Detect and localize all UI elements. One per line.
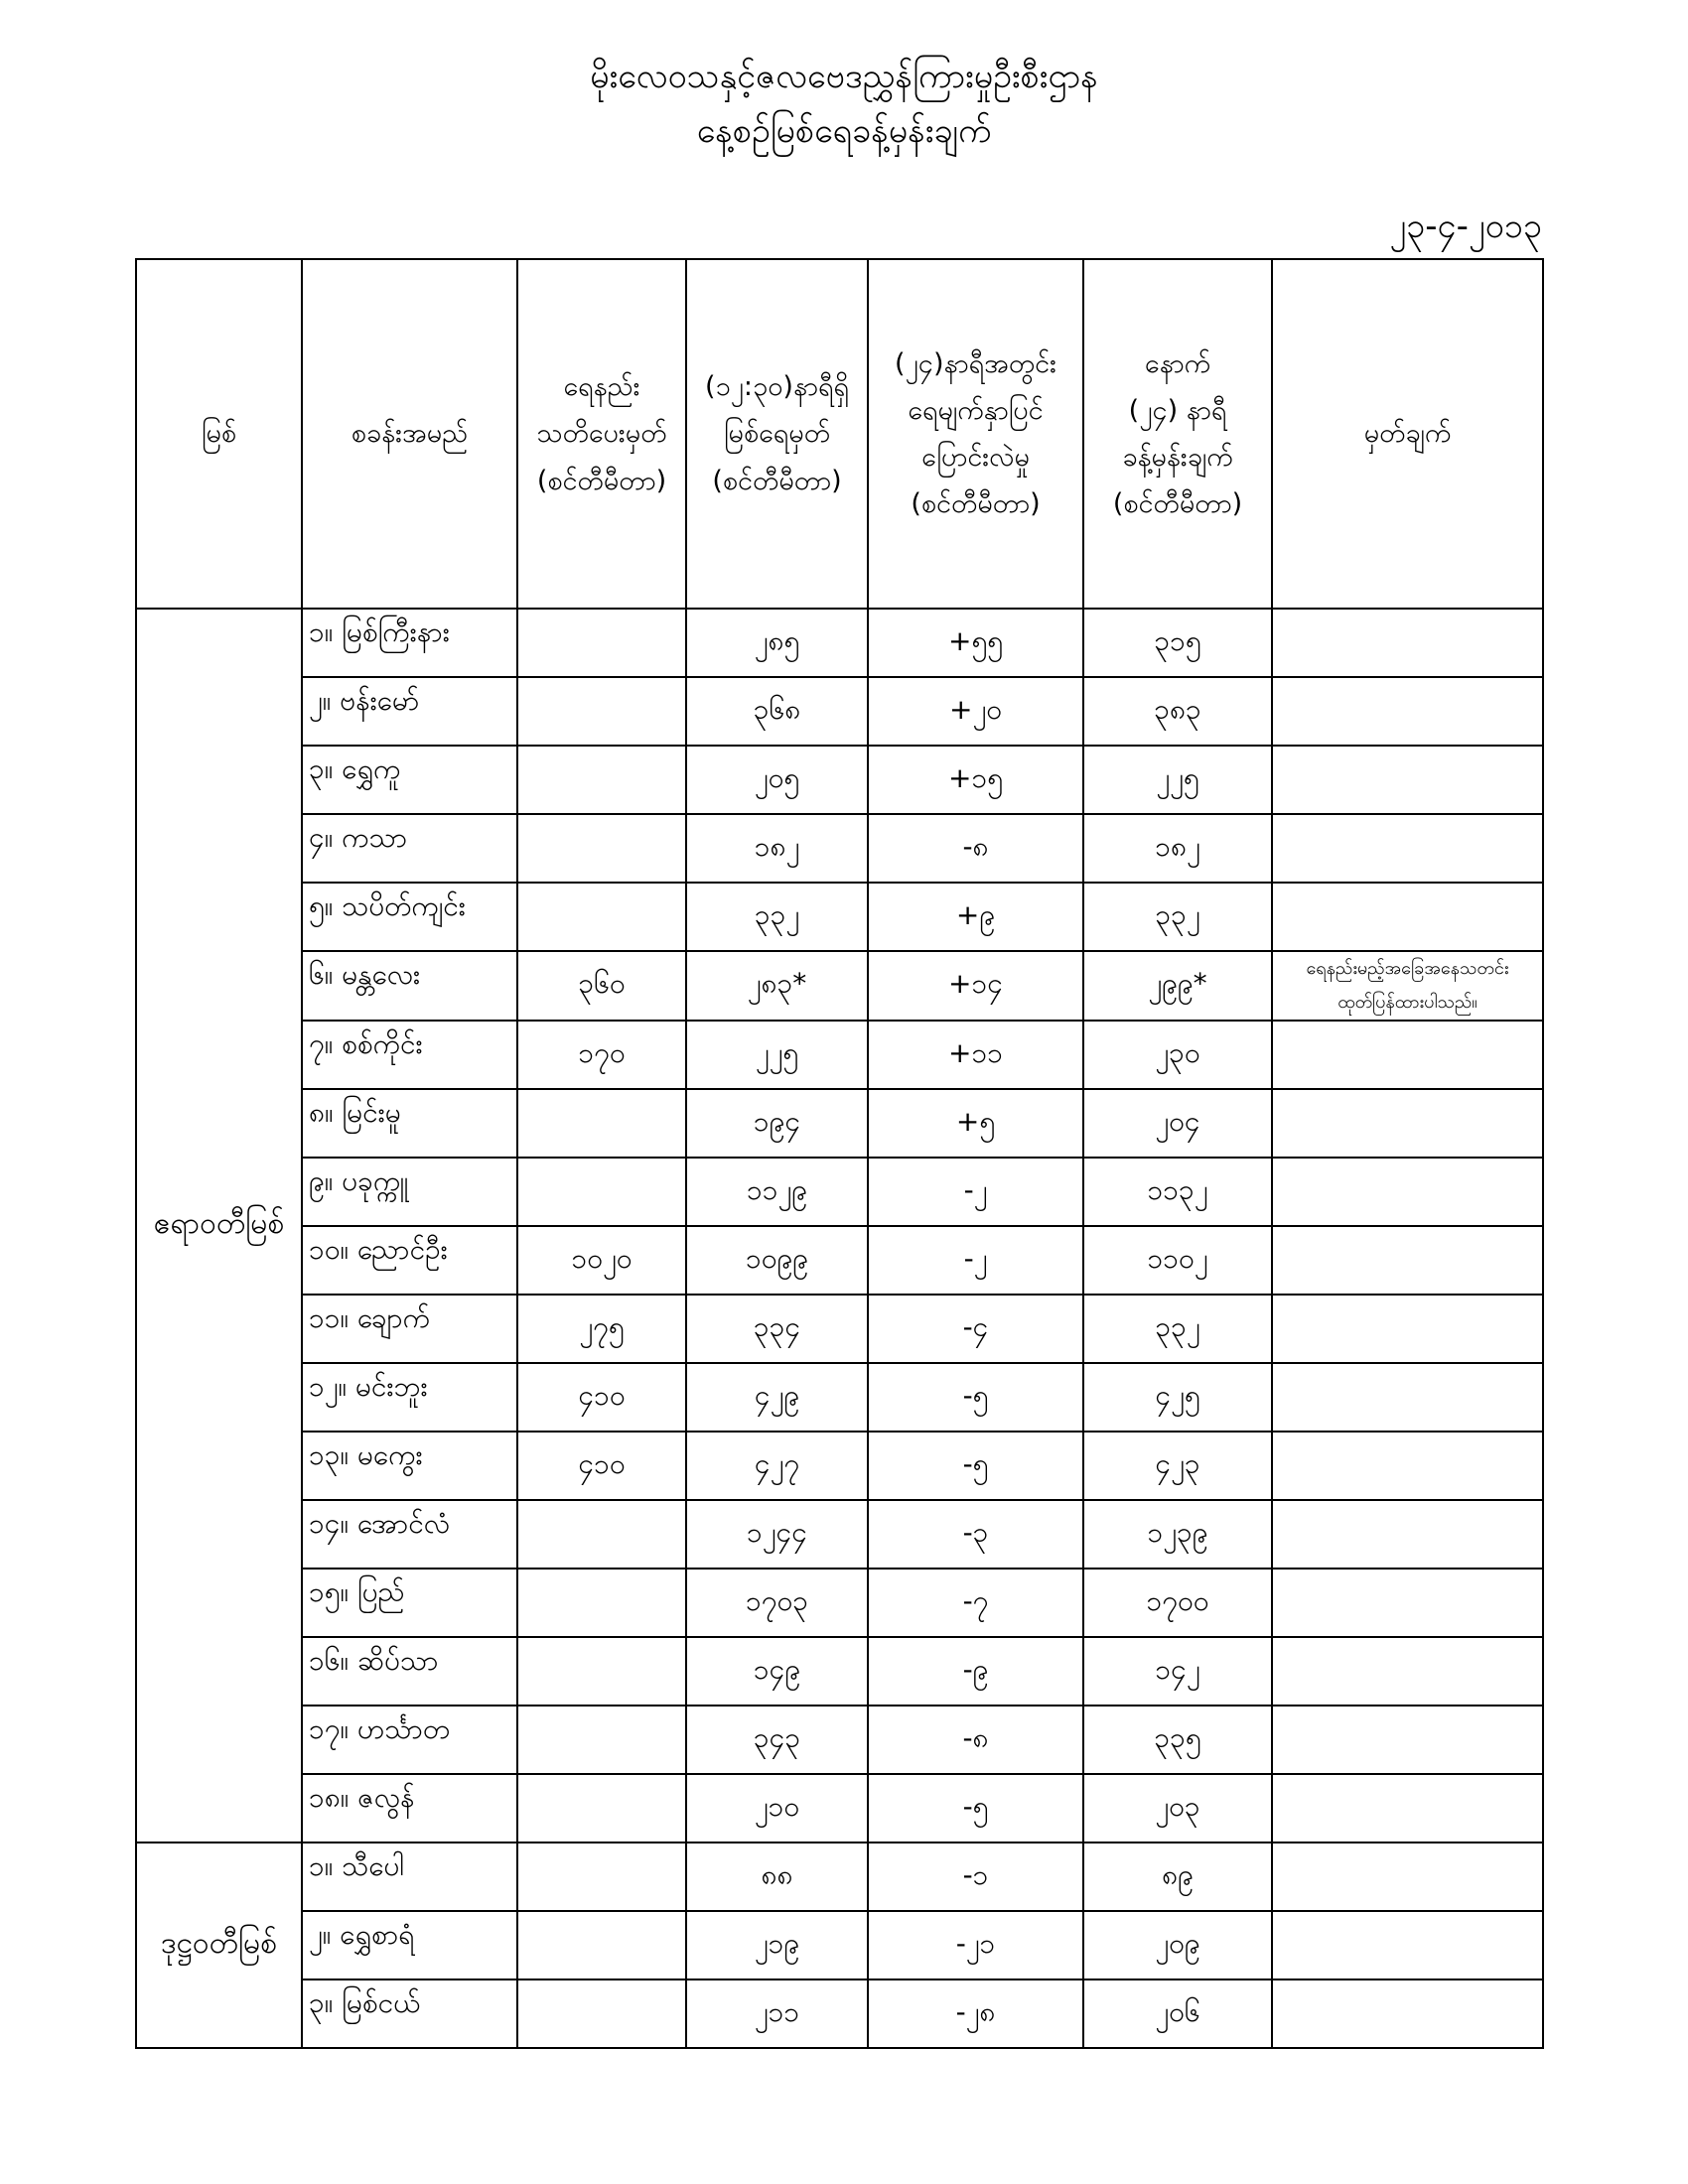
- warning-level-cell: ၃၆၀: [517, 951, 686, 1021]
- table-row: [136, 1706, 1543, 1774]
- water-level-cell: ၁၀၉၉: [686, 1226, 868, 1295]
- table-row: [136, 1226, 1543, 1295]
- remark-cell: [1272, 1706, 1543, 1774]
- remark-cell: [1272, 1089, 1543, 1158]
- change-cell: -၃: [868, 1500, 1083, 1569]
- remark-cell: [1272, 1021, 1543, 1089]
- remark-cell: [1272, 1432, 1543, 1500]
- table-row: [136, 746, 1543, 814]
- table-row: [136, 1979, 1543, 2048]
- table-row: [136, 1295, 1543, 1363]
- water-level-cell: ၂၁၀: [686, 1774, 868, 1843]
- water-level-cell: ၂၁၉: [686, 1911, 868, 1979]
- water-level-cell: ၂၈၃*: [686, 951, 868, 1021]
- water-level-cell: ၃၆၈: [686, 677, 868, 746]
- warning-level-cell: ၄၁၀: [517, 1363, 686, 1432]
- warning-level-cell: ၄၁၀: [517, 1432, 686, 1500]
- water-level-cell: ၄၂၉: [686, 1363, 868, 1432]
- water-level-cell: ၁၂၄၄: [686, 1500, 868, 1569]
- column-header-water-level: (၁၂:၃၀)နာရီရှိ မြစ်ရေမှတ် (စင်တီမီတာ): [686, 259, 868, 609]
- water-level-cell: ၄၂၇: [686, 1432, 868, 1500]
- table-row: [136, 1089, 1543, 1158]
- river-name-cell: ဒုဋ္ဌဝတီမြစ်: [136, 1843, 302, 2048]
- station-cell: ၁၈။ ဇလွန်: [302, 1774, 517, 1843]
- column-header-remark: မှတ်ချက်: [1272, 259, 1543, 609]
- water-level-cell: ၂၂၅: [686, 1021, 868, 1089]
- station-cell: ၄။ ကသာ: [302, 814, 517, 883]
- warning-level-cell: [517, 1089, 686, 1158]
- change-cell: -၁: [868, 1843, 1083, 1911]
- warning-level-cell: [517, 1158, 686, 1226]
- table-row: [136, 1021, 1543, 1089]
- table-row: [136, 1843, 1543, 1911]
- forecast-cell: ၂၀၄: [1083, 1089, 1272, 1158]
- station-cell: ၅။ သပိတ်ကျင်း: [302, 883, 517, 951]
- change-cell: -၈: [868, 1706, 1083, 1774]
- change-cell: -၂: [868, 1158, 1083, 1226]
- column-header-station: စခန်းအမည်: [302, 259, 517, 609]
- table-body: [136, 609, 1543, 2048]
- water-level-cell: ၈၈: [686, 1843, 868, 1911]
- station-cell: ၁၃။ မကွေး: [302, 1432, 517, 1500]
- change-cell: -၇: [868, 1569, 1083, 1637]
- forecast-cell: ၂၀၆: [1083, 1979, 1272, 2048]
- forecast-cell: ၁၇၀၀: [1083, 1569, 1272, 1637]
- table-header-row: [136, 259, 1543, 609]
- remark-cell: [1272, 1843, 1543, 1911]
- warning-level-cell: [517, 1500, 686, 1569]
- forecast-cell: ၁၄၂: [1083, 1637, 1272, 1706]
- column-header-change: (၂၄)နာရီအတွင်း ရေမျက်နှာပြင် ပြောင်းလဲမှု (စင်တီမီတာ): [868, 259, 1083, 609]
- warning-level-cell: [517, 1637, 686, 1706]
- water-level-cell: ၂၀၅: [686, 746, 868, 814]
- warning-level-cell: [517, 814, 686, 883]
- station-cell: ၁၄။ အောင်လံ: [302, 1500, 517, 1569]
- forecast-cell: ၁၁၀၂: [1083, 1226, 1272, 1295]
- remark-cell: [1272, 1637, 1543, 1706]
- remark-cell: [1272, 1500, 1543, 1569]
- column-header-river: မြစ်: [136, 259, 302, 609]
- remark-cell: [1272, 1774, 1543, 1843]
- remark-cell: [1272, 1295, 1543, 1363]
- water-level-cell: ၁၇၀၃: [686, 1569, 868, 1637]
- change-cell: +၂၀: [868, 677, 1083, 746]
- change-cell: -၅: [868, 1363, 1083, 1432]
- warning-level-cell: [517, 1979, 686, 2048]
- water-level-cell: ၃၄၃: [686, 1706, 868, 1774]
- table-row: [136, 883, 1543, 951]
- water-level-cell: ၂၁၁: [686, 1979, 868, 2048]
- remark-cell: [1272, 677, 1543, 746]
- warning-level-cell: [517, 1774, 686, 1843]
- forecast-cell: ၂၃၀: [1083, 1021, 1272, 1089]
- station-cell: ၁၀။ ညောင်ဦး: [302, 1226, 517, 1295]
- page-subtitle: နေ့စဉ်မြစ်ရေခန့်မှန်းချက်: [696, 111, 992, 151]
- warning-level-cell: ၁၇၀: [517, 1021, 686, 1089]
- station-cell: ၁၂။ မင်းဘူး: [302, 1363, 517, 1432]
- warning-level-cell: [517, 746, 686, 814]
- forecast-cell: ၃၃၅: [1083, 1706, 1272, 1774]
- change-cell: -၄: [868, 1295, 1083, 1363]
- warning-level-cell: [517, 1569, 686, 1637]
- station-cell: ၉။ ပခုက္ကူ: [302, 1158, 517, 1226]
- change-cell: -၉: [868, 1637, 1083, 1706]
- table-row: [136, 1637, 1543, 1706]
- warning-level-cell: [517, 677, 686, 746]
- station-cell: ၁၁။ ချောက်: [302, 1295, 517, 1363]
- river-forecast-table: [135, 258, 1544, 2049]
- forecast-cell: ၁၈၂: [1083, 814, 1272, 883]
- warning-level-cell: [517, 1706, 686, 1774]
- warning-level-cell: [517, 1911, 686, 1979]
- change-cell: +၅: [868, 1089, 1083, 1158]
- change-cell: -၅: [868, 1774, 1083, 1843]
- remark-cell: [1272, 1226, 1543, 1295]
- station-cell: ၂။ ဗန်းမော်: [302, 677, 517, 746]
- station-cell: ၈။ မြင်းမူ: [302, 1089, 517, 1158]
- water-level-cell: ၁၉၄: [686, 1089, 868, 1158]
- forecast-cell: ၂၉၉*: [1083, 951, 1272, 1021]
- forecast-cell: ၂၂၅: [1083, 746, 1272, 814]
- remark-cell: [1272, 814, 1543, 883]
- station-cell: ၁၆။ ဆိပ်သာ: [302, 1637, 517, 1706]
- change-cell: -၂၁: [868, 1911, 1083, 1979]
- river-name-cell: ဧရာဝတီမြစ်: [136, 609, 302, 1843]
- change-cell: -၂၈: [868, 1979, 1083, 2048]
- table-row: [136, 1911, 1543, 1979]
- column-header-forecast: နောက် (၂၄) နာရီ ခန့်မှန်းချက် (စင်တီမီတာ): [1083, 259, 1272, 609]
- change-cell: +၁၄: [868, 951, 1083, 1021]
- remark-cell: [1272, 1158, 1543, 1226]
- table-row: [136, 1774, 1543, 1843]
- forecast-cell: ၁၁၃၂: [1083, 1158, 1272, 1226]
- station-cell: ၂။ ရွှေစာရံ: [302, 1911, 517, 1979]
- forecast-cell: ၃၃၂: [1083, 883, 1272, 951]
- station-cell: ၁။ သီပေါ: [302, 1843, 517, 1911]
- table-row: [136, 1363, 1543, 1432]
- change-cell: +၉: [868, 883, 1083, 951]
- table-row: [136, 1500, 1543, 1569]
- water-level-cell: ၁၁၂၉: [686, 1158, 868, 1226]
- table-row: [136, 677, 1543, 746]
- station-cell: ၁။ မြစ်ကြီးနား: [302, 609, 517, 677]
- station-cell: ၁၅။ ပြည်: [302, 1569, 517, 1637]
- warning-level-cell: [517, 883, 686, 951]
- forecast-cell: ၃၃၂: [1083, 1295, 1272, 1363]
- station-cell: ၃။ မြစ်ငယ်: [302, 1979, 517, 2048]
- table-row: [136, 1432, 1543, 1500]
- remark-cell: [1272, 609, 1543, 677]
- report-date: ၂၃-၄-၂၀၁၃: [1389, 206, 1542, 246]
- change-cell: -၅: [868, 1432, 1083, 1500]
- warning-level-cell: ၁၀၂၀: [517, 1226, 686, 1295]
- forecast-cell: ၈၉: [1083, 1843, 1272, 1911]
- change-cell: +၅၅: [868, 609, 1083, 677]
- water-level-cell: ၁၄၉: [686, 1637, 868, 1706]
- column-header-warning-level: ရေနည်း သတိပေးမှတ် (စင်တီမီတာ): [517, 259, 686, 609]
- change-cell: -၂: [868, 1226, 1083, 1295]
- remark-cell: [1272, 746, 1543, 814]
- table-row: [136, 814, 1543, 883]
- change-cell: -၈: [868, 814, 1083, 883]
- remark-cell: [1272, 1979, 1543, 2048]
- forecast-cell: ၂၀၉: [1083, 1911, 1272, 1979]
- water-level-cell: ၁၈၂: [686, 814, 868, 883]
- forecast-cell: ၁၂၃၉: [1083, 1500, 1272, 1569]
- forecast-cell: ၄၂၃: [1083, 1432, 1272, 1500]
- warning-level-cell: ၂၇၅: [517, 1295, 686, 1363]
- warning-level-cell: [517, 1843, 686, 1911]
- water-level-cell: ၃၃၂: [686, 883, 868, 951]
- table-row: [136, 1569, 1543, 1637]
- station-cell: ၁၇။ ဟင်္သာတ: [302, 1706, 517, 1774]
- warning-level-cell: [517, 609, 686, 677]
- water-level-cell: ၂၈၅: [686, 609, 868, 677]
- station-cell: ၆။ မန္တလေး: [302, 951, 517, 1021]
- change-cell: +၁၅: [868, 746, 1083, 814]
- forecast-cell: ၃၈၃: [1083, 677, 1272, 746]
- forecast-cell: ၄၂၅: [1083, 1363, 1272, 1432]
- change-cell: +၁၁: [868, 1021, 1083, 1089]
- station-cell: ၇။ စစ်ကိုင်း: [302, 1021, 517, 1089]
- remark-cell: [1272, 883, 1543, 951]
- page-title: မိုးလေဝသနှင့်ဇလဗေဒညွှန်ကြားမှုဦးစီးဌာန: [590, 57, 1098, 96]
- table-row: [136, 1158, 1543, 1226]
- forecast-cell: ၂၀၃: [1083, 1774, 1272, 1843]
- table-row: [136, 951, 1543, 1021]
- remark-cell: ရေနည်းမည့်အခြေအနေသတင်း ထုတ်ပြန်ထားပါသည်။: [1272, 951, 1543, 1021]
- forecast-cell: ၃၁၅: [1083, 609, 1272, 677]
- table-row: [136, 609, 1543, 677]
- remark-cell: [1272, 1911, 1543, 1979]
- station-cell: ၃။ ရွှေကူ: [302, 746, 517, 814]
- remark-cell: [1272, 1363, 1543, 1432]
- water-level-cell: ၃၃၄: [686, 1295, 868, 1363]
- remark-cell: [1272, 1569, 1543, 1637]
